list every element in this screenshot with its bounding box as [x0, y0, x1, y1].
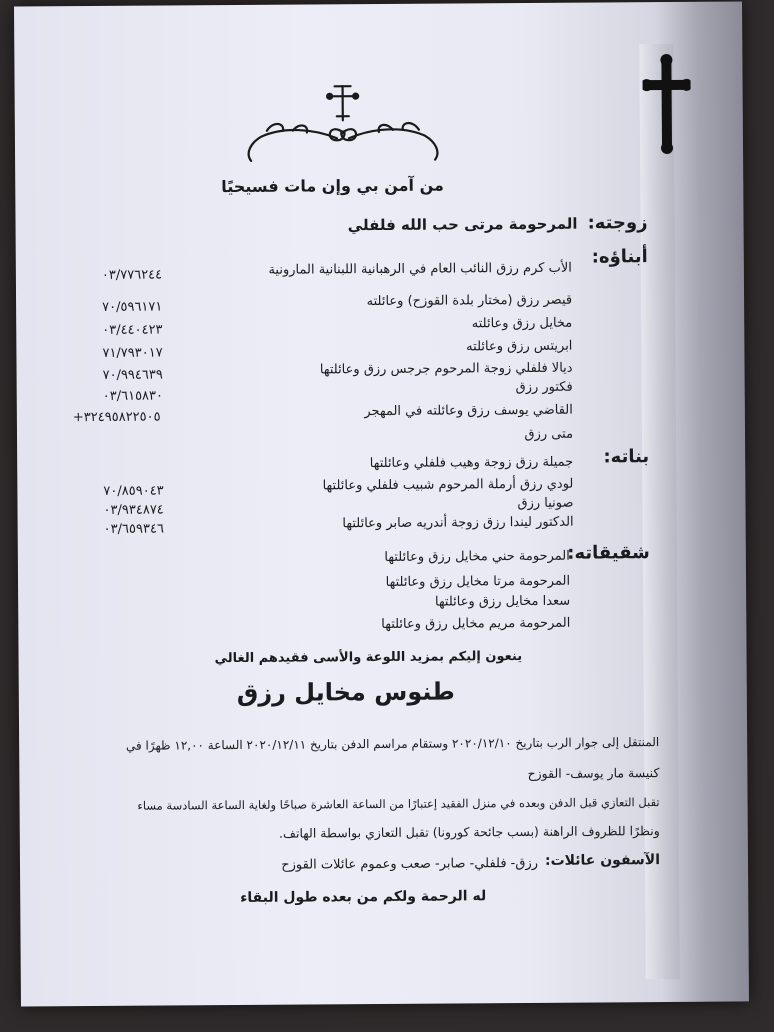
large-cross-icon [642, 54, 691, 154]
son-8: متى رزق [524, 426, 574, 442]
ornament-icon [233, 79, 454, 165]
daughter-2-phone: ٧٠/٨٥٩٠٤٣ [103, 483, 164, 499]
son-1: الأب كرم رزق النائب العام في الرهبانية اللبنانية المارونية [268, 260, 572, 278]
son-6-phone: ٠٣/٦١٥٨٣٠ [102, 388, 164, 404]
son-3: مخايل رزق وعائلته [471, 315, 573, 332]
son-3-phone: ٠٣/٤٤٠٤٢٣ [102, 322, 163, 338]
mourn-line: ينعون إليكم بمزيد اللوعة والأسى فقيدهم الغالي [214, 649, 523, 667]
sister-4: المرحومة مريم مخايل رزق وعائلتها [381, 615, 571, 632]
families-label: الآسفون عائلات: [544, 852, 661, 869]
sisters-label: شقيقاته: [567, 542, 650, 564]
sons-label: أبناؤه: [591, 246, 648, 268]
details-3: تقبل التعازي قبل الدفن وبعده في منزل الفقيد إعتبارًا من الساعة العاشرة صباحًا ولغاية الساعة السادسة مساء [137, 795, 660, 813]
sister-3: سعدا مخايل رزق وعائلتها [434, 593, 571, 610]
son-4: ابريتس رزق وعائلته [466, 338, 573, 355]
son-4-phone: ٧١/٧٩٣٠١٧ [102, 345, 163, 361]
daughter-3: صونيا رزق [517, 495, 574, 512]
son-6: فكتور رزق [515, 379, 573, 396]
daughter-4: الدكتور ليندا رزق زوجة أندريه صابر وعائلتها [342, 514, 574, 532]
son-1-phone: ٠٣/٧٧٦٢٤٤ [101, 267, 163, 283]
closing-line: له الرحمة ولكم من بعده طول البقاء [240, 888, 487, 906]
daughter-1: جميلة رزق زوجة وهيب فلفلي وعائلتها [369, 454, 574, 472]
obituary-paper [14, 1, 749, 1006]
son-5-phone: ٧٠/٩٩٤٦٣٩ [102, 367, 163, 383]
deceased-name: طنوس مخايل رزق [236, 677, 455, 708]
families-text: رزق- فلفلي- صابر- صعب وعموم عائلات القوزح [281, 855, 539, 873]
son-2: قيصر رزق (مختار بلدة القوزح) وعائلته [366, 292, 573, 310]
daughter-2: لودي رزق أرملة المرحوم شبيب فلفلي وعائلتها [322, 476, 574, 494]
motto: من آمن بي وإن مات فسيحيًا [221, 175, 444, 197]
details-4: ونظرًا للظروف الراهنة (بسب جائحة كورونا) تقبل التعازي بواسطة الهاتف. [278, 823, 660, 841]
daughter-4-phone: ٠٣/٦٥٩٣٤٦ [103, 521, 164, 537]
details-2: كنيسة مار يوسف- القوزح [527, 765, 660, 781]
son-5: ديالا فلفلي زوجة المرحوم جرجس رزق وعائلتها [319, 360, 573, 378]
son-2-phone: ٧٠/٥٩٦١٧١ [102, 299, 163, 315]
sister-1: المرحومة حني مخايل رزق وعائلتها [384, 548, 570, 565]
details-1: المنتقل إلى جوار الرب بتاريخ ٢٠٢٠/١٢/١٠ وستقام مراسم الدفن بتاريخ ٢٠٢٠/١٢/١١ الساعة ١٢,٠٠ ظهرًا في [125, 735, 660, 753]
daughters-label: بناته: [603, 446, 650, 468]
son-7-phone: +٣٢٤٩٥٨٢٢٥٠٥ [72, 409, 161, 426]
side-stripe [639, 44, 680, 979]
wife-label: زوجته: [587, 212, 648, 234]
sister-2: المرحومة مرتا مخايل رزق وعائلتها [385, 573, 571, 590]
wife-text: المرحومة مرتى حب الله فلفلي [347, 214, 578, 235]
son-7: القاضي يوسف رزق وعائلته في المهجر [364, 402, 573, 420]
daughter-3-phone: ٠٣/٩٣٤٨٧٤ [103, 502, 164, 518]
